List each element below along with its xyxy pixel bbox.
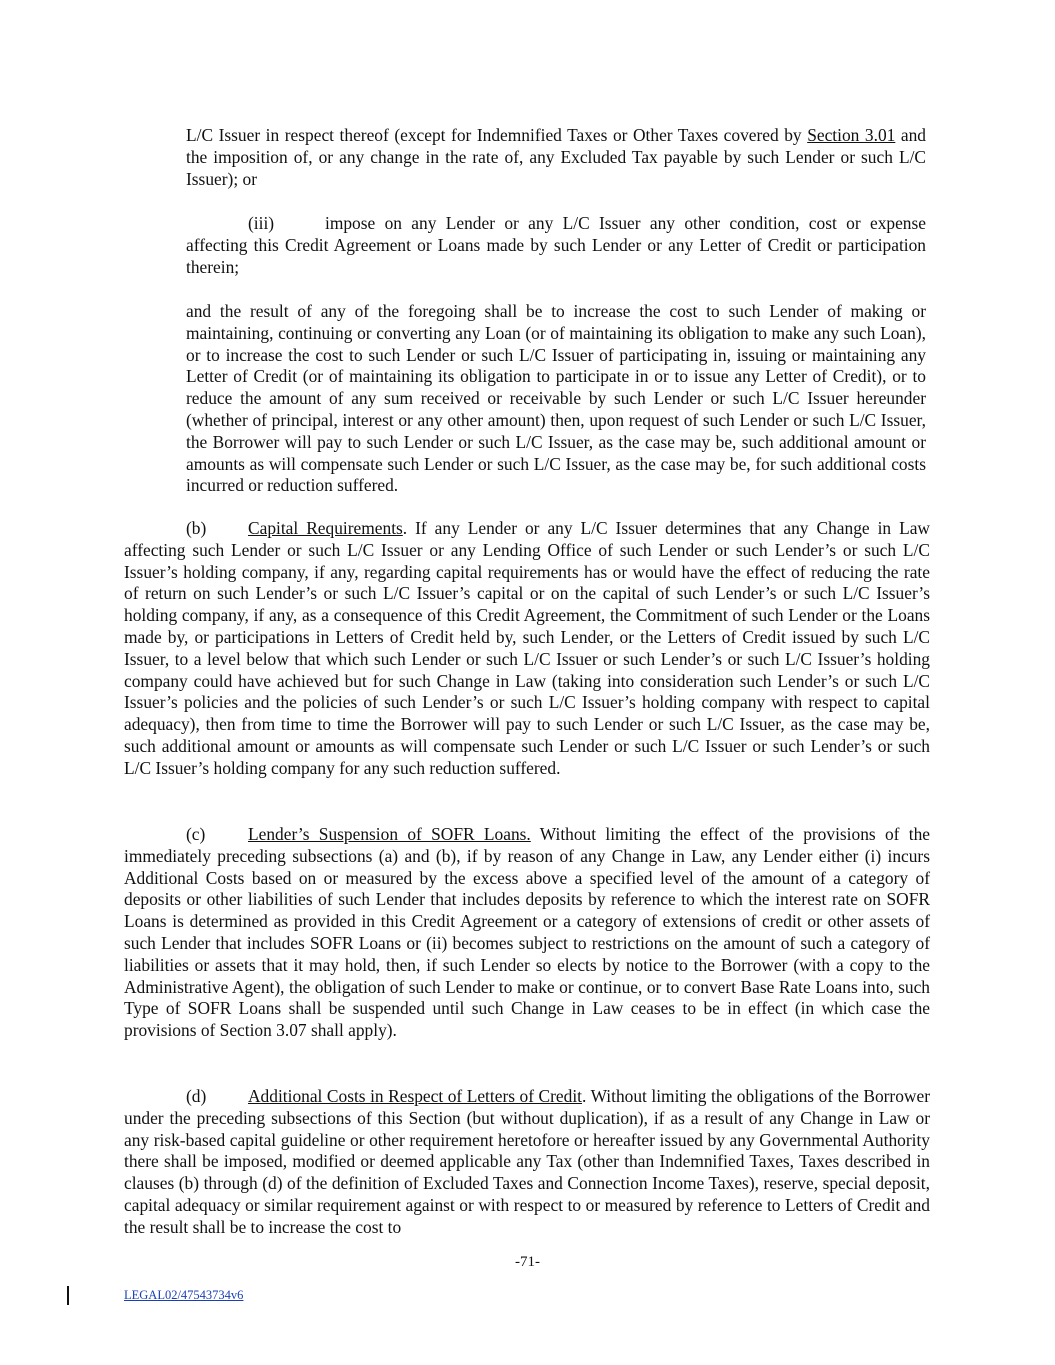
subsection-label: (d) (186, 1086, 207, 1106)
document-id-link[interactable]: LEGAL02/47543734v6 (124, 1288, 244, 1302)
subsection-text: Without limiting the effect of the provisions of the immediately preceding subsections (a) and (b), if by reason of any Change in Law, any Lender either (i) incurs Additional Costs based on or measured by the excess above a specified level of the amount of a category of deposits or other liabilities of such Lender that includes deposits by reference to which the interest rate on SOFR Loans is determined as provided in this Credit Agreement or a category of extensions of credit or other assets of such Lender that includes SOFR Loans or (ii) becomes subject to restrictions on the amount of such a category of liabilities or assets that it may hold, then, if such Lender so elects by notice to the Borrower (with a copy to the Administrative Agent), the obligation of such Lender to make or continue, or to convert Base Rate Loans into, such Type of SOFR Loans shall be suspended until such Change in Law ceases to be in effect (in which case the provisions of Section 3.07 shall apply). (124, 824, 931, 1041)
subsection-label: (b) (186, 518, 207, 538)
subsection-heading: Additional Costs in Respect of Letters of Credit (248, 1086, 583, 1106)
clause-text: impose on any Lender or any L/C Issuer any other condition, cost or expense affecting this Credit Agreement or Loans made by such Lender or any Letter of Credit or participation therein; (186, 213, 926, 277)
subsection-heading: Lender’s Suspension of SOFR Loans. (248, 824, 531, 844)
subsection-heading: Capital Requirements (248, 518, 403, 538)
subsection-c (124, 824, 930, 1042)
subsection-label: (c) (186, 824, 206, 844)
clause-iii (186, 213, 926, 278)
subsection-text: . Without limiting the obligations of the Borrower under the preceding subsections of this Section (but without duplication), if as a result of any Change in Law or any risk-based capital guideline or other requirement heretofore or hereafter issued by any Governmental Authority there shall be imposed, modified or deemed applicable any Tax (other than Indemnified Taxes, Taxes described in clauses (b) through (d) of the definition of Excluded Taxes and Connection Income Taxes), reserve, special deposit, capital adequacy or similar requirement against or with respect to or measured by reference to Letters of Credit and the result shall be to increase the cost to (124, 1086, 930, 1237)
subsection-d (124, 1086, 930, 1239)
paragraph-continuation (186, 125, 926, 190)
paragraph-text: and the result of any of the foregoing shall be to increase the cost to such Lender of making or maintaining, continuing or converting any Loan (or of maintaining its obligation to make any such Loan), or to increase the cost to such Lender or such L/C Issuer of participating in, issuing or maintaining any Letter of Credit (or of maintaining its obligation to participate in or to issue any Letter of Credit), or to reduce the amount of any sum received or receivable by such Lender or such L/C Issuer hereunder (whether of principal, interest or any other amount) then, upon request of such Lender or such L/C Issuer, the Borrower will pay to such Lender or such L/C Issuer, as the case may be, such additional amount or amounts as will compensate such Lender or such L/C Issuer, as the case may be, for such additional costs incurred or reduction suffered. (186, 301, 926, 496)
section-reference: Section 3.01 (807, 125, 896, 145)
revision-margin-bar (67, 1286, 69, 1305)
paragraph-result (186, 301, 926, 497)
paragraph-text: L/C Issuer in respect thereof (except for Indemnified Taxes or Other Taxes covered by (186, 125, 808, 145)
page-number: -71- (515, 1254, 540, 1270)
clause-label: (iii) (248, 213, 275, 233)
paragraph-text: and the imposition of, or any change in the rate of, any Excluded Tax payable by such Lender or such L/C Issuer); or (186, 125, 926, 189)
subsection-text: . If any Lender or any L/C Issuer determines that any Change in Law affecting such Lender or such L/C Issuer or any Lending Office of such Lender or such Lender’s or such L/C Issuer’s holding company, if any, regarding capital requirements has or would have the effect of reducing the rate of return on such Lender’s or such L/C Issuer’s capital or on the capital of such Lender’s or such L/C Issuer’s holding company, if any, as a consequence of this Credit Agreement, the Commitment of such Lender or the Loans made by, or participations in Letters of Credit held by, such Lender, or the Letters of Credit issued by such L/C Issuer, to a level below that which such Lender or such L/C Issuer or such Lender’s or such L/C Issuer’s holding company could have achieved but for such Change in Law (taking into consideration such Lender’s or such L/C Issuer’s policies and the policies of such Lender’s or such L/C Issuer’s holding company with respect to capital adequacy), then from time to time the Borrower will pay to such Lender or such L/C Issuer, as the case may be, such additional amount or amounts as will compensate such Lender or such L/C Issuer or such Lender’s or such L/C Issuer’s holding company for any such reduction suffered. (124, 518, 930, 778)
subsection-b (124, 518, 930, 780)
